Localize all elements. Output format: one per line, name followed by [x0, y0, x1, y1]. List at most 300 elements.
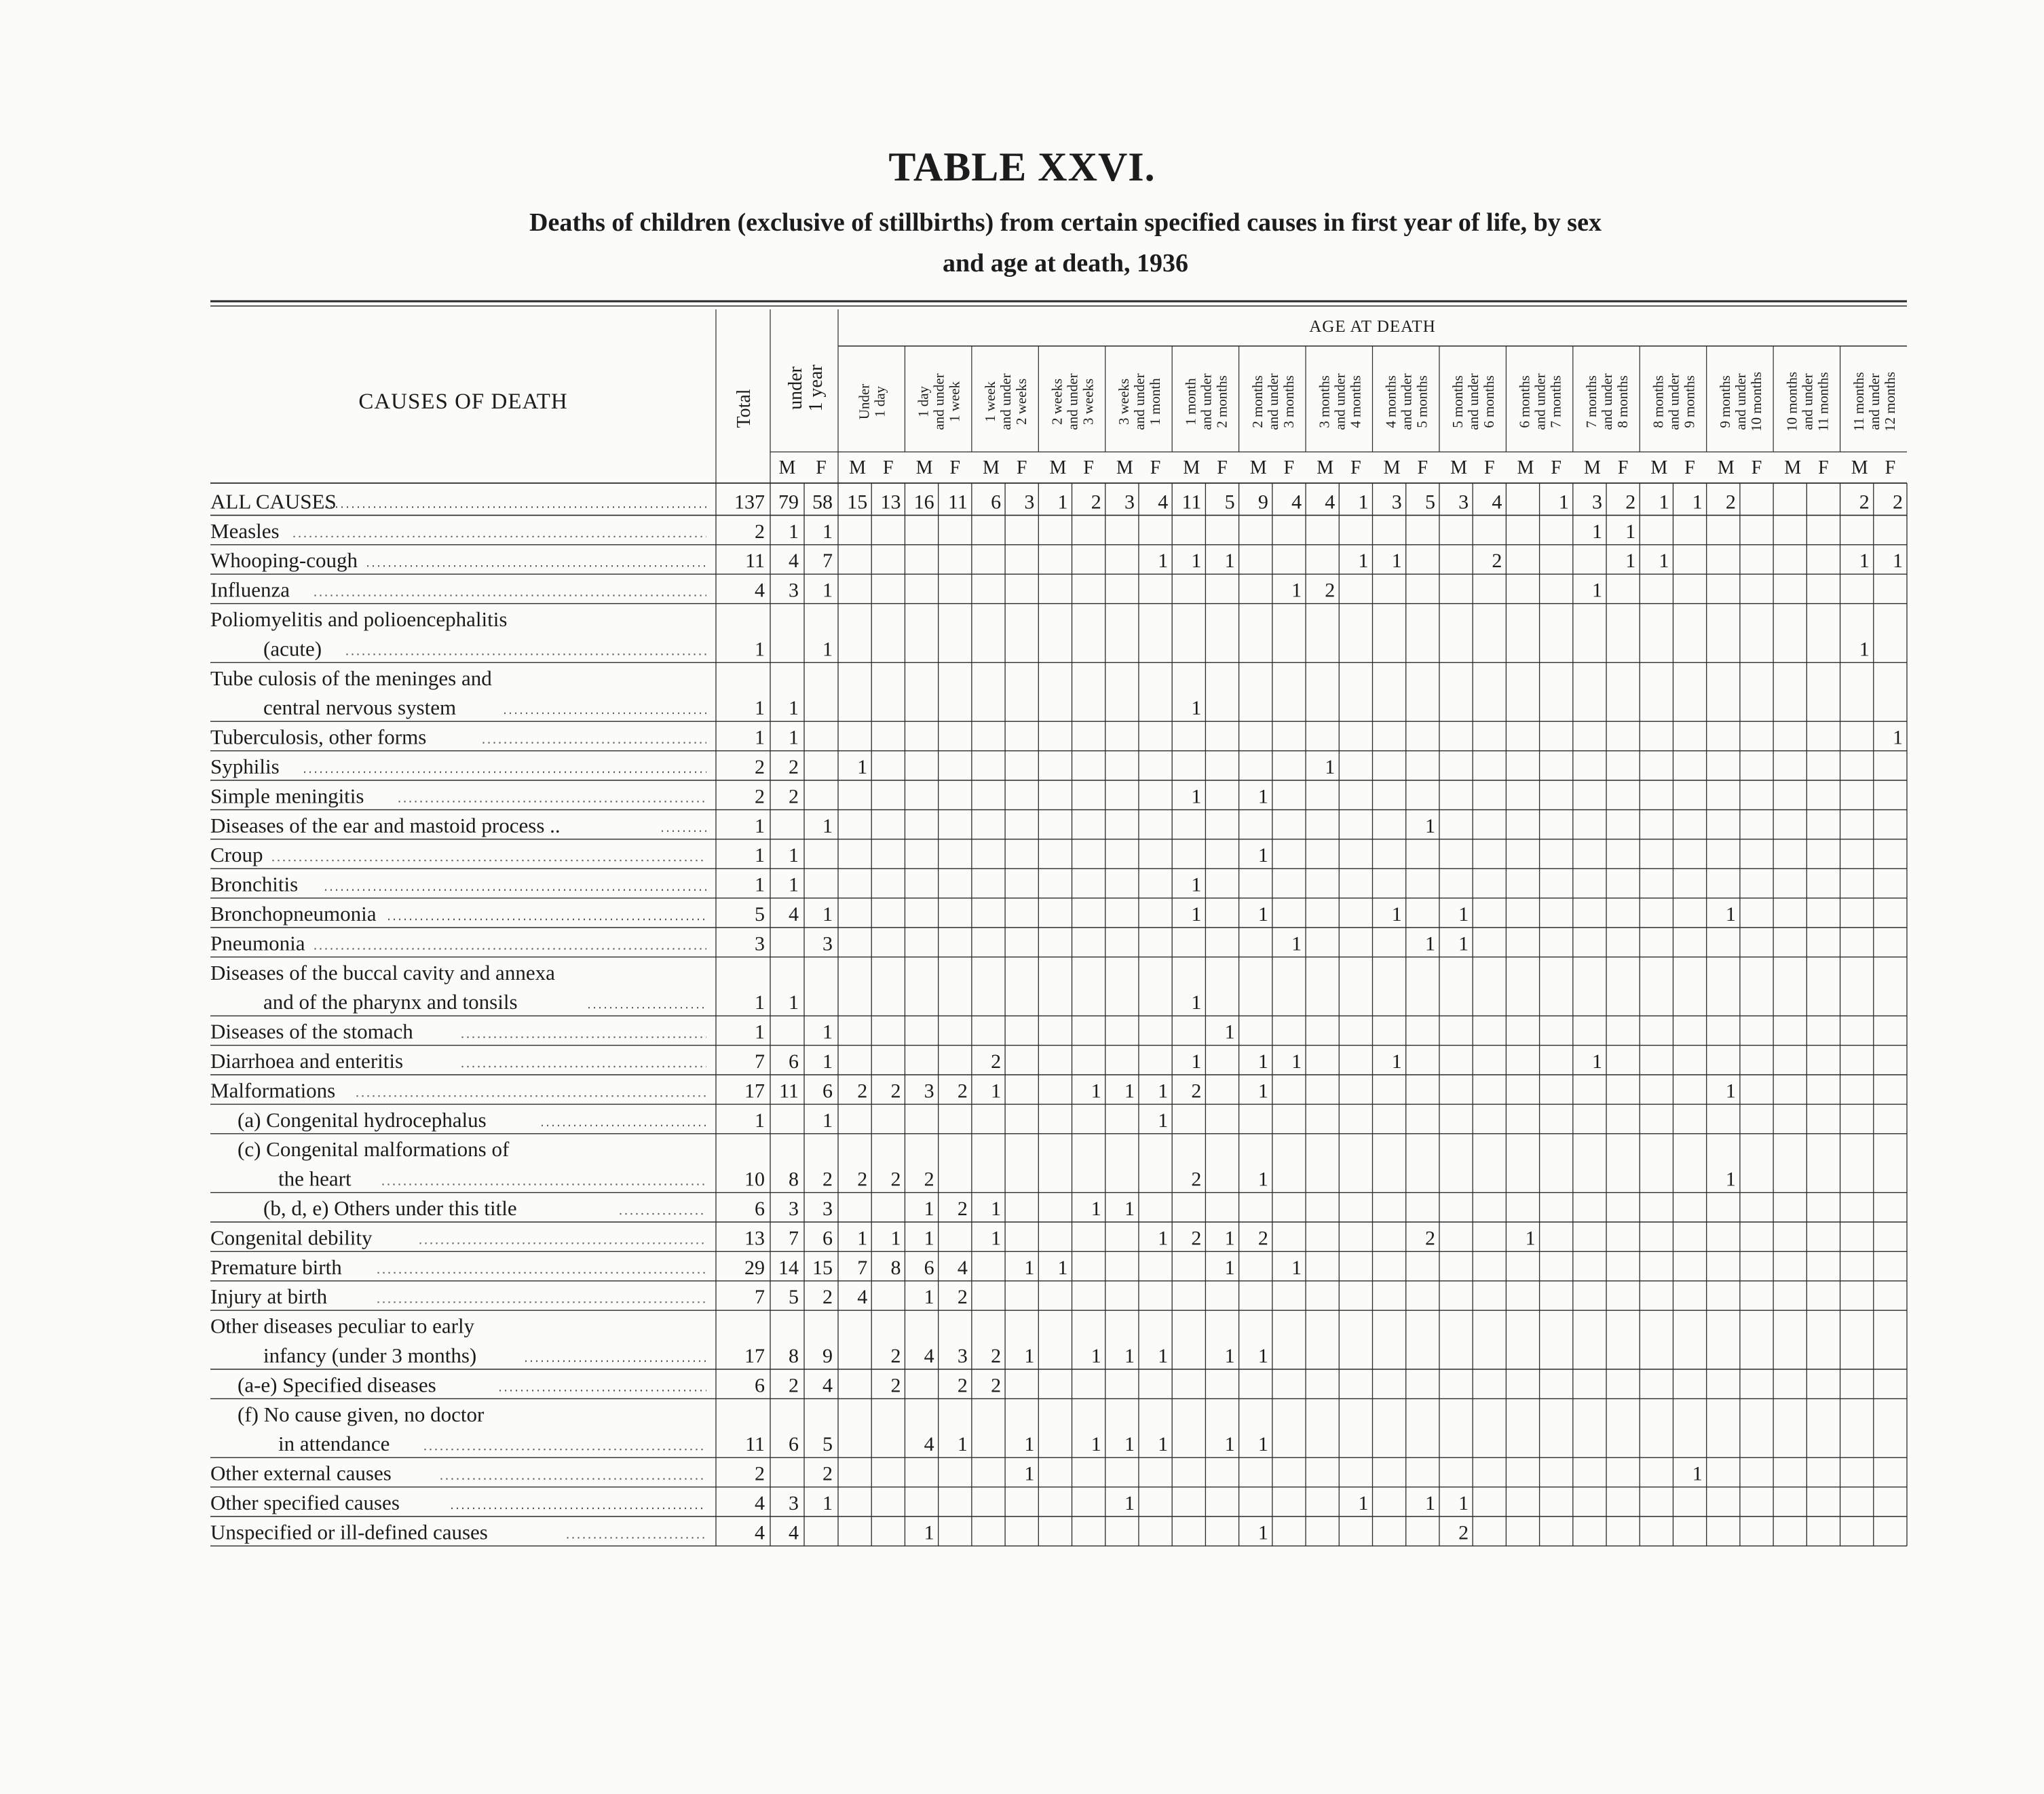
cell-age-m: 3 — [1124, 491, 1135, 514]
header-age-group: and under — [1866, 373, 1882, 430]
cell-under1-f: 1 — [822, 1492, 833, 1514]
cell-age-f: 1 — [1224, 1256, 1235, 1279]
cell-age-m: 1 — [857, 1227, 868, 1250]
cell-age-f: 1 — [890, 1227, 901, 1250]
row-label: Other external causes — [210, 1461, 392, 1485]
cell-total: 7 — [755, 1286, 765, 1309]
cell-total: 1 — [755, 697, 765, 720]
cell-age-m: 1 — [1191, 903, 1202, 925]
cell-age-m: 1 — [1725, 903, 1736, 925]
cell-under1-f: 4 — [822, 1374, 833, 1397]
cell-total: 1 — [755, 1109, 765, 1132]
header-m: M — [1049, 457, 1067, 478]
header-m: M — [778, 457, 796, 478]
cell-age-f: 13 — [880, 491, 901, 514]
cell-under1-f: 1 — [822, 903, 833, 925]
row-label: Poliomyelitis and polioencephalitis — [210, 607, 508, 631]
cell-under1-m: 4 — [789, 903, 799, 925]
cell-age-f: 1 — [1625, 550, 1636, 573]
cell-age-f: 2 — [957, 1374, 968, 1397]
table-subtitle — [339, 202, 1792, 284]
header-total: Total — [734, 389, 755, 428]
cell-under1-m: 11 — [779, 1080, 799, 1103]
cell-total: 1 — [755, 991, 765, 1014]
cell-under1-f: 1 — [822, 1020, 833, 1044]
cell-age-f: 2 — [890, 1374, 901, 1397]
header-under-1-year: 1 year — [806, 364, 827, 412]
cell-total: 1 — [755, 1020, 765, 1044]
row-label: ALL CAUSES — [210, 489, 337, 514]
header-m: M — [983, 457, 1000, 478]
header-age-group: and under — [998, 373, 1015, 430]
cell-age-m: 1 — [924, 1521, 934, 1544]
cell-age-m: 1 — [991, 1080, 1002, 1103]
cell-age-f: 1 — [1358, 491, 1369, 514]
header-m: M — [1717, 457, 1735, 478]
row-label: (a) Congenital hydrocephalus — [238, 1107, 487, 1132]
cell-age-f: 1 — [1158, 1345, 1169, 1367]
cell-under1-f: 6 — [822, 1227, 833, 1250]
cell-under1-m: 5 — [789, 1286, 799, 1309]
cell-under1-f: 3 — [822, 932, 833, 955]
cell-age-f: 1 — [1091, 1433, 1101, 1456]
cell-age-m: 1 — [1257, 1050, 1268, 1073]
cell-under1-f: 1 — [822, 638, 833, 661]
header-age-group: 1 day — [915, 385, 932, 418]
cell-age-f: 1 — [1625, 520, 1636, 543]
header-age-group: and under — [1398, 373, 1415, 430]
header-age-group: 5 months — [1450, 375, 1466, 428]
header-age-group: 1 day — [871, 385, 888, 418]
cell-age-m: 1 — [1458, 932, 1469, 955]
header-age-group: 2 weeks — [1048, 378, 1065, 425]
cell-age-m: 6 — [991, 491, 1002, 514]
row-label: Pneumonia — [210, 931, 305, 955]
cell-under1-m: 6 — [789, 1433, 799, 1456]
cell-age-m: 1 — [1057, 491, 1068, 514]
header-age-group: 2 months — [1213, 375, 1230, 428]
cell-age-f: 5 — [1224, 491, 1235, 514]
cell-age-m: 1 — [1191, 697, 1202, 720]
cell-age-f: 1 — [1091, 1198, 1101, 1220]
header-age-group: 7 months — [1547, 375, 1564, 428]
row-label: (b, d, e) Others under this title — [263, 1196, 517, 1220]
row-label: Bronchitis — [210, 872, 299, 896]
row-label: (a-e) Specified diseases — [238, 1373, 436, 1397]
header-m: M — [1583, 457, 1601, 478]
cell-age-f: 11 — [947, 491, 968, 514]
cell-age-m: 1 — [1458, 903, 1469, 925]
cell-total: 5 — [755, 903, 765, 925]
cell-age-m: 2 — [1191, 1168, 1202, 1191]
header-f: F — [1150, 457, 1161, 478]
header-age-group: 2 weeks — [1013, 378, 1030, 425]
cell-age-m: 2 — [1325, 579, 1336, 602]
cell-age-m: 1 — [1525, 1227, 1536, 1250]
cell-age-m: 1 — [924, 1198, 934, 1220]
header-f: F — [1684, 457, 1695, 478]
cell-under1-f: 1 — [822, 520, 833, 543]
cell-under1-m: 79 — [778, 491, 799, 514]
mortality-table — [210, 301, 1907, 1544]
header-f: F — [1617, 457, 1629, 478]
cell-under1-m: 8 — [789, 1345, 799, 1367]
cell-age-f: 1 — [1291, 579, 1302, 602]
cell-age-m: 9 — [1257, 491, 1268, 514]
cell-age-m: 1 — [1592, 520, 1603, 543]
header-age-group: 11 months — [1850, 372, 1867, 432]
header-age-group: and under — [1665, 373, 1682, 430]
cell-age-f: 1 — [1291, 1050, 1302, 1073]
header-f: F — [883, 457, 894, 478]
cell-age-m: 1 — [1725, 1168, 1736, 1191]
row-label: (f) No cause given, no doctor — [238, 1402, 485, 1426]
cell-age-m: 1 — [1859, 550, 1870, 573]
cell-under1-f: 2 — [822, 1286, 833, 1309]
row-label: Diarrhoea and enteritis — [210, 1049, 404, 1073]
header-f: F — [949, 457, 961, 478]
cell-total: 7 — [755, 1050, 765, 1073]
header-f: F — [1283, 457, 1295, 478]
cell-age-m: 2 — [1725, 491, 1736, 514]
row-label: Tube culosis of the meninges and — [210, 666, 492, 690]
cell-age-f: 1 — [1224, 550, 1235, 573]
header-age-group: 1 month — [1146, 378, 1163, 425]
header-age-at-death: AGE AT DEATH — [1309, 318, 1436, 336]
subtitle-line-2: and age at death, 1936 — [942, 249, 1189, 278]
cell-age-m: 2 — [1257, 1227, 1268, 1250]
cell-age-f: 1 — [1024, 1433, 1035, 1456]
cell-under1-m: 1 — [789, 726, 799, 749]
cell-age-f: 2 — [890, 1168, 901, 1191]
cell-age-m: 1 — [1191, 550, 1202, 573]
cell-age-f: 1 — [1558, 491, 1569, 514]
cell-under1-m: 3 — [789, 579, 799, 602]
cell-under1-f: 2 — [822, 1168, 833, 1191]
cell-age-m: 2 — [857, 1168, 868, 1191]
cell-age-m: 2 — [1191, 1227, 1202, 1250]
cell-under1-f: 1 — [822, 579, 833, 602]
cell-total: 1 — [755, 844, 765, 867]
cell-age-f: 2 — [957, 1080, 968, 1103]
header-under-1-year: under — [785, 366, 806, 410]
cell-total: 2 — [755, 785, 765, 808]
header-age-group: and under — [1732, 373, 1749, 430]
row-label: (acute) — [263, 636, 322, 661]
cell-age-m: 15 — [847, 491, 868, 514]
cell-age-m: 2 — [991, 1345, 1002, 1367]
header-f: F — [1417, 457, 1428, 478]
cell-age-f: 1 — [957, 1433, 968, 1456]
cell-total: 4 — [755, 579, 765, 602]
cell-age-m: 1 — [1191, 1050, 1202, 1073]
header-age-group: 10 months — [1747, 371, 1764, 432]
cell-under1-f: 58 — [812, 491, 833, 514]
header-age-group: 4 months — [1382, 375, 1399, 428]
cell-age-m: 7 — [857, 1256, 868, 1279]
header-age-group: 8 months — [1650, 375, 1667, 428]
row-label: Bronchopneumonia — [210, 902, 377, 925]
cell-total: 10 — [744, 1168, 765, 1191]
cell-under1-f: 3 — [822, 1198, 833, 1220]
cell-age-m: 1 — [1592, 1050, 1603, 1073]
header-age-group: 1 month — [1182, 378, 1199, 425]
header-age-group: and under — [1799, 373, 1816, 430]
header-m: M — [915, 457, 933, 478]
cell-under1-f: 7 — [822, 550, 833, 573]
cell-under1-f: 1 — [822, 1050, 833, 1073]
cell-age-m: 4 — [1325, 491, 1336, 514]
cell-total: 11 — [745, 550, 765, 573]
subtitle-line-1: Deaths of children (exclusive of stillbirths) from certain specified causes in first year of life, by sex — [529, 208, 1602, 237]
cell-total: 1 — [755, 873, 765, 896]
row-label: infancy (under 3 months) — [263, 1343, 477, 1367]
cell-age-m: 1 — [1257, 1433, 1268, 1456]
cell-age-m: 4 — [924, 1345, 934, 1367]
cell-age-f: 1 — [1424, 932, 1435, 955]
header-age-group: and under — [1064, 373, 1081, 430]
header-age-group: Under — [856, 383, 873, 420]
cell-age-f: 1 — [1224, 1227, 1235, 1250]
cell-age-m: 3 — [1391, 491, 1402, 514]
row-label: Premature birth — [210, 1255, 342, 1279]
cell-under1-m: 3 — [789, 1198, 799, 1220]
header-m: M — [1249, 457, 1267, 478]
cell-age-m: 11 — [1181, 491, 1202, 514]
cell-total: 1 — [755, 638, 765, 661]
cell-age-f: 1 — [1224, 1433, 1235, 1456]
cell-total: 2 — [755, 1462, 765, 1485]
row-label: Whooping-cough — [210, 548, 358, 573]
cell-age-f: 2 — [1091, 491, 1101, 514]
header-age-group: and under — [1264, 373, 1281, 430]
cell-age-m: 3 — [1592, 491, 1603, 514]
cell-age-f: 3 — [957, 1345, 968, 1367]
cell-total: 4 — [755, 1492, 765, 1514]
header-age-group: 12 months — [1881, 371, 1898, 432]
cell-age-f: 1 — [1291, 932, 1302, 955]
header-m: M — [1116, 457, 1133, 478]
cell-age-m: 1 — [1257, 1345, 1268, 1367]
cell-age-m: 1 — [1191, 785, 1202, 808]
cell-age-m: 3 — [924, 1080, 934, 1103]
cell-total: 17 — [744, 1080, 765, 1103]
cell-age-m: 1 — [1257, 1080, 1268, 1103]
cell-under1-f: 9 — [822, 1345, 833, 1367]
header-age-group: 3 weeks — [1080, 378, 1097, 425]
header-f: F — [1016, 457, 1027, 478]
header-age-group: 3 months — [1280, 375, 1297, 428]
cell-age-m: 1 — [924, 1286, 934, 1309]
header-f: F — [1551, 457, 1562, 478]
cell-age-m: 2 — [857, 1080, 868, 1103]
row-label: Other diseases peculiar to early — [210, 1314, 475, 1338]
cell-under1-m: 6 — [789, 1050, 799, 1073]
cell-total: 2 — [755, 520, 765, 543]
cell-under1-f: 6 — [822, 1080, 833, 1103]
cell-total: 1 — [755, 726, 765, 749]
cell-age-f: 2 — [890, 1345, 901, 1367]
header-age-group: 8 months — [1614, 375, 1631, 428]
header-age-group: 9 months — [1681, 375, 1698, 428]
cell-under1-f: 2 — [822, 1462, 833, 1485]
cell-age-m: 1 — [991, 1198, 1002, 1220]
header-age-group: 7 months — [1583, 375, 1600, 428]
header-m: M — [849, 457, 867, 478]
cell-age-f: 1 — [1158, 550, 1169, 573]
cell-under1-m: 1 — [789, 844, 799, 867]
cell-age-f: 1 — [1358, 550, 1369, 573]
header-age-group: 3 weeks — [1115, 378, 1132, 425]
row-label: Injury at birth — [210, 1284, 328, 1309]
header-age-group: and under — [1331, 373, 1348, 430]
cell-age-m: 1 — [1458, 1492, 1469, 1514]
cell-total: 1 — [755, 814, 765, 837]
row-label: Syphilis — [210, 755, 280, 778]
cell-age-m: 1 — [1325, 756, 1336, 778]
cell-age-f: 1 — [1893, 550, 1903, 573]
table-title: TABLE XXVI. — [888, 145, 1156, 189]
row-label: Malformations — [210, 1078, 336, 1103]
cell-age-m: 1 — [1859, 638, 1870, 661]
header-m: M — [1517, 457, 1534, 478]
header-f: F — [1217, 457, 1228, 478]
cell-age-m: 1 — [1725, 1080, 1736, 1103]
row-label: Tuberculosis, other forms — [210, 725, 427, 749]
header-age-group: and under — [1599, 373, 1616, 430]
row-label: (c) Congenital malformations of — [238, 1137, 510, 1162]
cell-under1-m: 1 — [789, 873, 799, 896]
cell-total: 6 — [755, 1374, 765, 1397]
cell-age-m: 1 — [1124, 1080, 1135, 1103]
cell-age-f: 2 — [1424, 1227, 1435, 1250]
cell-age-f: 2 — [890, 1080, 901, 1103]
row-label: Congenital debility — [210, 1225, 373, 1250]
cell-age-f: 2 — [957, 1198, 968, 1220]
cell-age-m: 1 — [1257, 1168, 1268, 1191]
cell-total: 11 — [745, 1433, 765, 1456]
cell-age-f: 1 — [1091, 1080, 1101, 1103]
cell-age-f: 1 — [1158, 1227, 1169, 1250]
header-m: M — [1450, 457, 1467, 478]
cell-total: 6 — [755, 1198, 765, 1220]
row-label: Diseases of the buccal cavity and annexa — [210, 960, 555, 985]
cell-age-m: 1 — [1191, 991, 1202, 1014]
cell-total: 2 — [755, 756, 765, 778]
cell-age-m: 1 — [1391, 1050, 1402, 1073]
table-grid — [210, 301, 1907, 1544]
header-age-group: and under — [930, 373, 947, 430]
cell-age-f: 4 — [1492, 491, 1502, 514]
cell-under1-m: 1 — [789, 697, 799, 720]
header-age-group: 1 week — [946, 381, 963, 423]
cell-age-m: 4 — [857, 1286, 868, 1309]
header-m: M — [1650, 457, 1668, 478]
header-m: M — [1183, 457, 1200, 478]
header-age-group: 6 months — [1481, 375, 1498, 428]
cell-age-m: 1 — [1057, 1256, 1068, 1279]
cell-age-f: 3 — [1024, 491, 1035, 514]
cell-age-f: 1 — [1424, 814, 1435, 837]
header-age-group: and under — [1131, 373, 1148, 430]
header-age-group: and under — [1532, 373, 1549, 430]
cell-age-m: 1 — [1191, 873, 1202, 896]
cell-age-m: 2 — [1859, 491, 1870, 514]
header-causes: CAUSES OF DEATH — [358, 389, 568, 414]
cell-total: 4 — [755, 1521, 765, 1544]
cell-age-m: 16 — [913, 491, 934, 514]
cell-under1-m: 1 — [789, 520, 799, 543]
row-label: Simple meningitis — [210, 784, 364, 808]
cell-age-f: 1 — [1424, 1492, 1435, 1514]
cell-age-m: 1 — [1659, 491, 1669, 514]
cell-under1-m: 2 — [789, 785, 799, 808]
header-age-group: 11 months — [1815, 372, 1832, 432]
cell-age-m: 1 — [1124, 1198, 1135, 1220]
header-age-group: 10 months — [1783, 371, 1800, 432]
header-f: F — [816, 457, 827, 478]
header-age-group: 5 months — [1414, 375, 1431, 428]
header-age-group: 2 months — [1249, 375, 1266, 428]
header-age-group: and under — [1465, 373, 1482, 430]
row-label: Measles — [210, 518, 280, 543]
header-m: M — [1851, 457, 1868, 478]
cell-age-m: 1 — [924, 1227, 934, 1250]
row-label: the heart — [278, 1166, 352, 1191]
cell-under1-m: 8 — [789, 1168, 799, 1191]
header-f: F — [1885, 457, 1896, 478]
row-label: Other specified causes — [210, 1491, 400, 1514]
header-age-group: and under — [1198, 373, 1215, 430]
cell-age-m: 1 — [1124, 1492, 1135, 1514]
cell-age-f: 1 — [1893, 726, 1903, 749]
cell-age-m: 1 — [1124, 1345, 1135, 1367]
cell-age-m: 1 — [1391, 550, 1402, 573]
cell-total: 29 — [744, 1256, 765, 1279]
header-f: F — [1350, 457, 1361, 478]
header-age-group: 4 months — [1347, 375, 1364, 428]
cell-under1-m: 4 — [789, 550, 799, 573]
cell-age-m: 1 — [1391, 903, 1402, 925]
cell-under1-m: 2 — [789, 756, 799, 778]
cell-age-f: 1 — [1224, 1345, 1235, 1367]
cell-total: 3 — [755, 932, 765, 955]
cell-age-f: 2 — [957, 1286, 968, 1309]
cell-age-f: 1 — [1024, 1345, 1035, 1367]
cell-age-f: 4 — [1158, 491, 1169, 514]
header-f: F — [1818, 457, 1829, 478]
cell-age-f: 1 — [1158, 1080, 1169, 1103]
cell-age-m: 3 — [1458, 491, 1469, 514]
cell-age-m: 1 — [1257, 785, 1268, 808]
cell-total: 137 — [734, 491, 765, 514]
cell-age-m: 1 — [1124, 1433, 1135, 1456]
cell-age-m: 1 — [1257, 903, 1268, 925]
cell-age-f: 2 — [1492, 550, 1502, 573]
row-label: and of the pharynx and tonsils — [263, 990, 518, 1014]
cell-age-f: 4 — [1291, 491, 1302, 514]
cell-age-m: 2 — [991, 1374, 1002, 1397]
cell-under1-m: 4 — [789, 1521, 799, 1544]
header-m: M — [1784, 457, 1802, 478]
cell-under1-m: 14 — [778, 1256, 799, 1279]
header-m: M — [1317, 457, 1334, 478]
cell-age-f: 5 — [1424, 491, 1435, 514]
cell-under1-m: 2 — [789, 1374, 799, 1397]
cell-age-f: 8 — [890, 1256, 901, 1279]
cell-age-m: 1 — [857, 756, 868, 778]
header-f: F — [1083, 457, 1094, 478]
